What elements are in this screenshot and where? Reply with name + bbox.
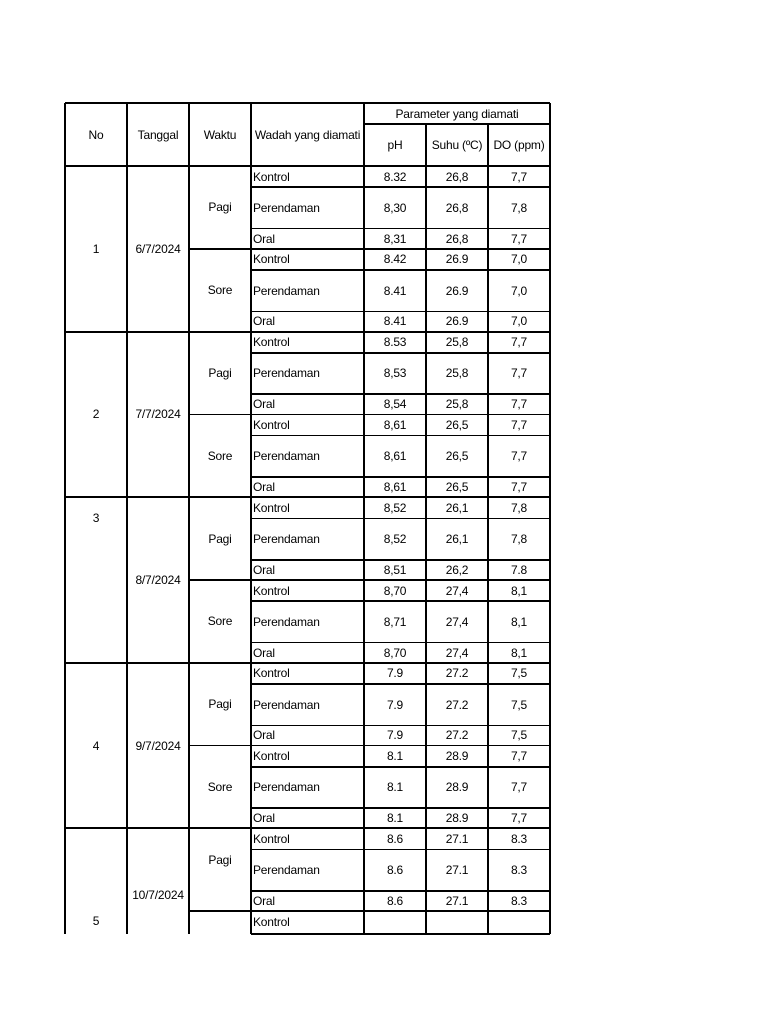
session-border	[189, 910, 550, 912]
border-no-tanggal	[126, 103, 127, 934]
row-date: 6/7/2024	[135, 241, 181, 256]
row-do-value: 7,7	[510, 397, 528, 412]
row-container: Kontrol	[253, 335, 290, 350]
row-border	[251, 518, 550, 520]
row-container: Perendaman	[253, 366, 320, 381]
row-suhu-value: 26,5	[445, 480, 469, 495]
row-suhu-value: 28.9	[445, 811, 469, 826]
row-border	[251, 352, 550, 354]
row-ph-value: 8.42	[383, 252, 407, 267]
row-container: Perendaman	[253, 614, 320, 629]
row-border	[251, 683, 550, 685]
row-do-value: 8.3	[510, 831, 528, 846]
border-right	[549, 103, 551, 934]
row-do-value: 7,0	[510, 314, 528, 329]
session-border	[189, 248, 550, 250]
row-container: Kontrol	[253, 749, 290, 764]
row-suhu-value: 26,5	[445, 449, 469, 464]
row-suhu-value: 27.2	[445, 666, 469, 681]
row-suhu-value: 27,4	[445, 645, 469, 660]
row-date: 8/7/2024	[135, 572, 181, 587]
row-do-value: 7,7	[510, 780, 528, 795]
row-time: Pagi	[208, 531, 232, 546]
row-ph-value: 8,52	[383, 500, 407, 515]
row-container: Perendaman	[253, 200, 320, 215]
row-do-value: 7,7	[510, 417, 528, 432]
session-border	[189, 745, 550, 747]
row-border	[251, 725, 550, 727]
row-border	[251, 228, 550, 230]
row-container: Perendaman	[253, 863, 320, 878]
row-suhu-value: 28.9	[445, 780, 469, 795]
row-container: Oral	[253, 894, 275, 909]
row-ph-value: 8,30	[383, 200, 407, 215]
row-date: 10/7/2024	[132, 887, 184, 902]
row-do-value: 7,7	[510, 169, 528, 184]
row-suhu-value: 25,8	[445, 366, 469, 381]
row-ph-value	[364, 911, 426, 932]
row-container: Oral	[253, 314, 275, 329]
row-container: Perendaman	[253, 697, 320, 712]
row-number: 1	[92, 241, 100, 256]
row-ph-value: 8,52	[383, 532, 407, 547]
header-tanggal: Tanggal	[137, 127, 179, 142]
row-time: Sore	[207, 779, 233, 794]
row-container: Perendaman	[253, 532, 320, 547]
border-ph-suhu	[425, 124, 426, 934]
row-ph-value: 8.32	[383, 169, 407, 184]
row-container: Perendaman	[253, 780, 320, 795]
border-left	[64, 103, 66, 934]
row-ph-value: 8.41	[383, 314, 407, 329]
row-do-value: 7,0	[510, 252, 528, 267]
session-border	[189, 579, 550, 581]
row-ph-value: 8.6	[386, 863, 404, 878]
row-do-value: 8.3	[510, 894, 528, 909]
row-ph-value: 8,61	[383, 449, 407, 464]
row-ph-value: 8.1	[386, 749, 404, 764]
row-do-value: 7,5	[510, 697, 528, 712]
row-suhu-value: 26,8	[445, 200, 469, 215]
row-border	[251, 476, 550, 478]
border-suhu-do	[487, 124, 488, 934]
row-border	[251, 766, 550, 768]
row-container: Kontrol	[253, 914, 290, 929]
row-number: 3	[92, 510, 100, 525]
row-container: Oral	[253, 645, 275, 660]
row-container: Kontrol	[253, 500, 290, 515]
row-suhu-value: 27.2	[445, 728, 469, 743]
row-border	[251, 600, 550, 602]
row-suhu-value: 26.9	[445, 314, 469, 329]
row-suhu-value: 25,8	[445, 397, 469, 412]
row-container: Oral	[253, 231, 275, 246]
group-border	[65, 496, 550, 498]
table-bottom-border	[251, 933, 550, 935]
row-date: 9/7/2024	[135, 738, 181, 753]
row-do-value: 8.3	[510, 863, 528, 878]
row-ph-value: 8,70	[383, 645, 407, 660]
row-do-value: 7,7	[510, 480, 528, 495]
border-tanggal-waktu	[188, 103, 189, 934]
border-wadah-ph	[363, 103, 364, 934]
header-do: DO (ppm)	[493, 138, 545, 152]
border-waktu-wadah	[250, 103, 252, 934]
row-time: Sore	[207, 614, 233, 629]
row-border	[251, 849, 550, 851]
row-container: Oral	[253, 811, 275, 826]
header-parameter: Parameter yang diamati	[395, 106, 519, 121]
row-ph-value: 8,53	[383, 366, 407, 381]
row-ph-value: 8,70	[383, 583, 407, 598]
row-number: 5	[92, 913, 100, 928]
row-container: Oral	[253, 728, 275, 743]
row-container: Oral	[253, 397, 275, 412]
row-suhu-value: 27,4	[445, 583, 469, 598]
row-container: Perendaman	[253, 449, 320, 464]
header-no: No	[88, 127, 104, 142]
row-time: Pagi	[208, 852, 232, 867]
group-border	[65, 662, 550, 664]
row-do-value: 7,7	[510, 749, 528, 764]
row-suhu-value: 26,8	[445, 169, 469, 184]
row-border	[251, 559, 550, 561]
row-do-value: 7,7	[510, 335, 528, 350]
row-ph-value: 8.1	[386, 780, 404, 795]
table-top-border	[65, 102, 550, 104]
header-suhu: Suhu (ºC)	[431, 138, 483, 152]
row-border	[251, 890, 550, 892]
row-border	[251, 393, 550, 395]
row-suhu-value: 26,2	[445, 562, 469, 577]
row-do-value	[488, 911, 550, 932]
row-ph-value: 8,71	[383, 614, 407, 629]
row-border	[251, 186, 550, 188]
row-ph-value: 8,54	[383, 397, 407, 412]
row-time: Pagi	[208, 697, 232, 712]
row-ph-value: 7.9	[386, 728, 404, 743]
header-waktu: Waktu	[203, 127, 237, 142]
group-border	[65, 331, 550, 333]
row-do-value: 7,7	[510, 811, 528, 826]
row-do-value: 7.8	[510, 562, 528, 577]
row-ph-value: 8.41	[383, 283, 407, 298]
row-do-value: 7,5	[510, 666, 528, 681]
session-border	[189, 414, 550, 416]
row-do-value: 7,8	[510, 532, 528, 547]
row-do-value: 8,1	[510, 583, 528, 598]
row-border	[251, 269, 550, 271]
row-time: Pagi	[208, 365, 232, 380]
row-border	[251, 807, 550, 809]
row-suhu-value: 27,4	[445, 614, 469, 629]
row-container: Oral	[253, 562, 275, 577]
row-number: 2	[92, 407, 100, 422]
row-container: Kontrol	[253, 666, 290, 681]
row-suhu-value: 27.1	[445, 831, 469, 846]
header-wadah: Wadah yang diamati	[254, 127, 361, 142]
row-do-value: 8,1	[510, 614, 528, 629]
row-suhu-value: 26.9	[445, 283, 469, 298]
row-suhu-value: 26,8	[445, 231, 469, 246]
row-suhu-value: 26,5	[445, 417, 469, 432]
row-do-value: 8,1	[510, 645, 528, 660]
row-do-value: 7,8	[510, 200, 528, 215]
row-do-value: 7,5	[510, 728, 528, 743]
row-ph-value: 8,61	[383, 480, 407, 495]
row-suhu-value: 27.1	[445, 863, 469, 878]
row-ph-value: 8.6	[386, 894, 404, 909]
row-time: Sore	[207, 448, 233, 463]
row-border	[251, 642, 550, 644]
row-ph-value: 7.9	[386, 697, 404, 712]
row-suhu-value: 28.9	[445, 749, 469, 764]
row-do-value: 7,7	[510, 449, 528, 464]
row-suhu-value: 27.1	[445, 894, 469, 909]
row-border	[251, 435, 550, 437]
row-number: 4	[92, 738, 100, 753]
row-do-value: 7,8	[510, 500, 528, 515]
row-suhu-value	[426, 911, 488, 932]
row-container: Kontrol	[253, 831, 290, 846]
row-time: Sore	[207, 283, 233, 298]
row-border	[251, 311, 550, 313]
row-suhu-value: 26,1	[445, 500, 469, 515]
row-container: Perendaman	[253, 283, 320, 298]
row-do-value: 7,0	[510, 283, 528, 298]
row-suhu-value: 26.9	[445, 252, 469, 267]
row-ph-value: 7.9	[386, 666, 404, 681]
row-ph-value: 8,31	[383, 231, 407, 246]
row-container: Kontrol	[253, 583, 290, 598]
row-suhu-value: 25,8	[445, 335, 469, 350]
row-do-value: 7,7	[510, 231, 528, 246]
row-suhu-value: 27.2	[445, 697, 469, 712]
row-container: Kontrol	[253, 169, 290, 184]
row-do-value: 7,7	[510, 366, 528, 381]
row-container: Kontrol	[253, 252, 290, 267]
row-ph-value: 8,61	[383, 417, 407, 432]
row-ph-value: 8,51	[383, 562, 407, 577]
row-container: Oral	[253, 480, 275, 495]
row-ph-value: 8.53	[383, 335, 407, 350]
row-container: Kontrol	[253, 417, 290, 432]
row-ph-value: 8.1	[386, 811, 404, 826]
header-split-border	[364, 123, 550, 125]
row-ph-value: 8.6	[386, 831, 404, 846]
header-ph: pH	[387, 138, 403, 152]
row-suhu-value: 26,1	[445, 532, 469, 547]
row-time: Pagi	[208, 200, 232, 215]
group-border	[65, 827, 550, 829]
row-date: 7/7/2024	[135, 407, 181, 422]
